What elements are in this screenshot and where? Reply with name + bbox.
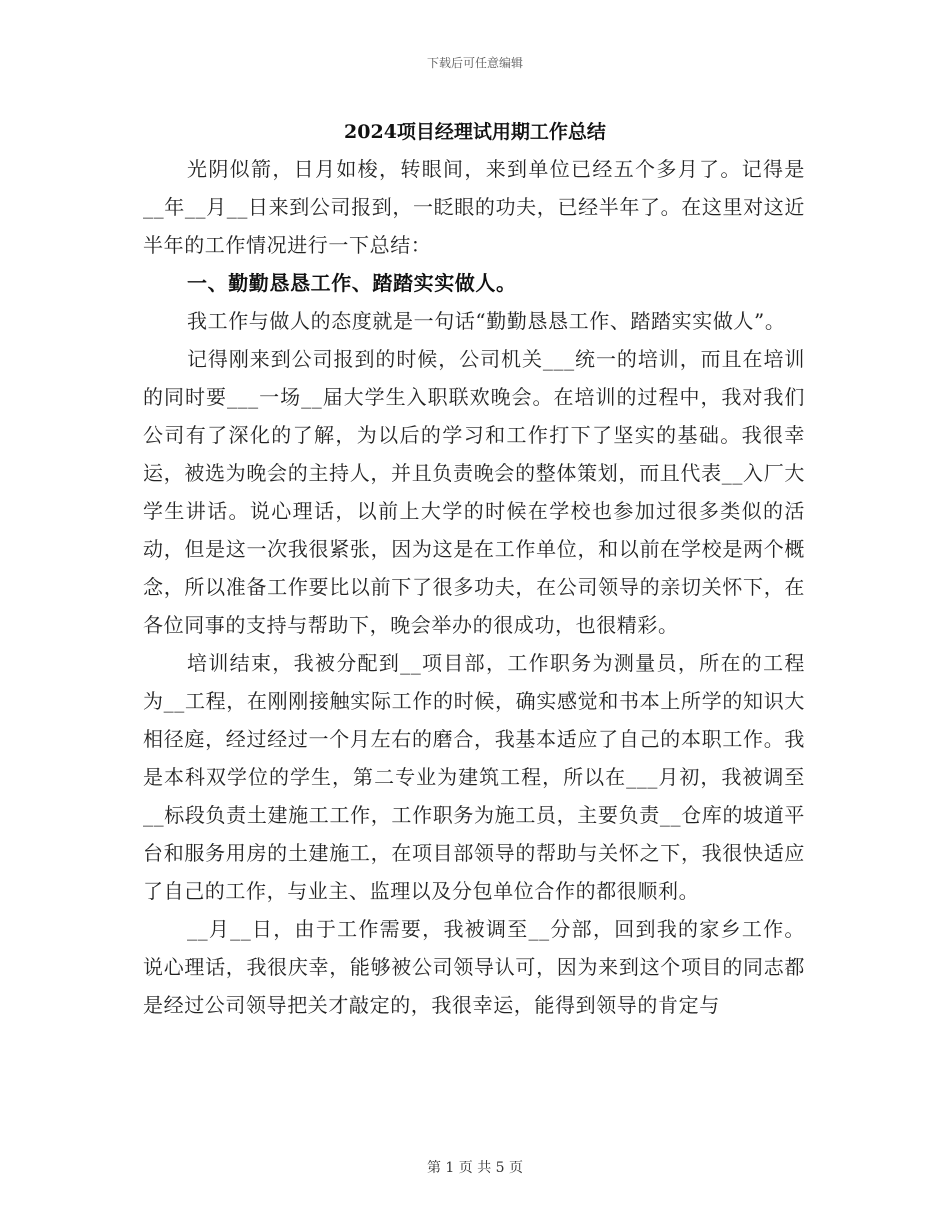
- document-body: [143, 150, 805, 1024]
- paragraph-training: 记得刚来到公司报到的时候，公司机关___统一的培训，而且在培训的同时要___一场__届大学生入职联欢晚会。在培训的过程中，我对我们公司有了深化的了解，为以后的学习和工作打下了坚实的基础。我很幸运，被选为晚会的主持人，并且负责晚会的整体策划，而且代表__入厂大学生讲话。说心理话，以前上大学的时候在学校也参加过很多类似的活动，但是这一次我很紧张，因为这是在工作单位，和以前在学校是两个概念，所以准备工作要比以前下了很多功夫，在公司领导的亲切关怀下，在各位同事的支持与帮助下，晚会举办的很成功，也很精彩。: [143, 347, 805, 637]
- section-heading-1: 一、勤勤恳恳工作、踏踏实实做人。: [187, 271, 517, 295]
- page-number: 第 1 页 共 5 页: [426, 1160, 524, 1176]
- document-title: 2024项目经理试用期工作总结: [344, 121, 606, 143]
- paragraph-assignment: 培训结束，我被分配到__项目部，工作职务为测量员，所在的工程为__工程，在刚刚接触实际工作的时候，确实感觉和书本上所学的知识大相径庭，经过经过一个月左右的磨合，我基本适应了自己的本职工作。我是本科双学位的学生，第二专业为建筑工程，所以在___月初，我被调至__标段负责土建施工工作，工作职务为施工员，主要负责__仓库的坡道平台和服务用房的土建施工，在项目部领导的帮助与关怀之下，我很快适应了自己的工作，与业主、监理以及分包单位合作的都很顺利。: [143, 651, 805, 903]
- paragraph-transfer: __月__日，由于工作需要，我被调至__分部，回到我的家乡工作。说心理话，我很庆幸，能够被公司领导认可，因为来到这个项目的同志都是经过公司领导把关才敲定的，我很幸运，能得到领导的肯定与: [143, 917, 805, 1017]
- paragraph-intro: 光阴似箭，日月如梭，转眼间，来到单位已经五个多月了。记得是__年__月__日来到公司报到，一眨眼的功夫，已经半年了。在这里对这近半年的工作情况进行一下总结：: [143, 157, 805, 257]
- page-header-note: 下载后可任意编辑: [426, 56, 523, 70]
- paragraph-attitude: 我工作与做人的态度就是一句话“勤勤恳恳工作、踏踏实实做人”。: [187, 309, 786, 333]
